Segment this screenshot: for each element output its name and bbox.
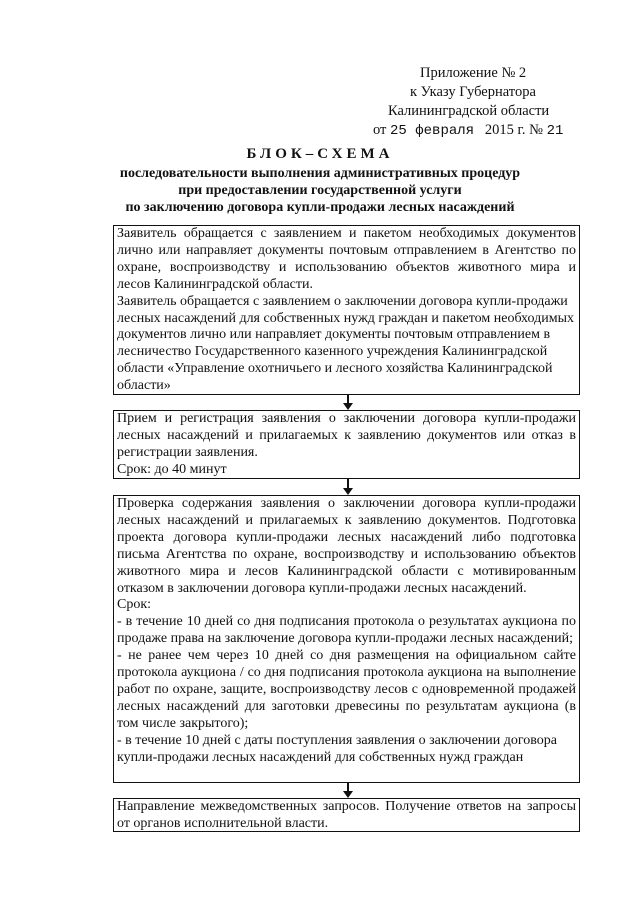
step-deadline-item: - в течение 10 дней со дня подписания протокола о результатах аукциона по продаже права на заключение договора купли-продажи лесных насаждений; [117,614,576,647]
flow-step-application [113,225,580,395]
step-text: Направление межведомственных запросов. Получение ответов на запросы от органов исполнительной власти. [117,799,576,831]
step-deadline-item: - в течение 10 дней с даты поступления заявления о заключении договора купли-продажи лесных насаждений для собственных нужд граждан [117,732,558,765]
step-deadline: Срок: до 40 минут [117,461,227,477]
document-subtitle-line-3: по заключению договора купли-продажи лесных насаждений [125,200,515,215]
step-text: Прием и регистрация заявления о заключении договора купли-продажи лесных насаждений и прилагаемых к заявлению документов или отказ в регистрации заявления. [117,411,576,460]
date-prefix: от [373,122,387,138]
appendix-number: Приложение № 2 [420,65,527,81]
decree-number: 21 [546,123,564,139]
flow-arrow-down [343,783,353,798]
appendix-decree-reference: к Указу Губернатора [410,84,536,100]
step-deadline-item: - не ранее чем через 10 дней со дня размещения на официальном сайте протокола аукциона / со дня подписания протокола аукциона на выполнение работ по охране, защите, воспроизводству лесов с одновременной продажей лесных насаждений для заготовки древесины по результатам аукциона (в том числе закрытого); [117,648,576,731]
step-text: Заявитель обращается с заявлением о заключении договора купли-продажи лесных насаждений для собственных нужд граждан и пакетом необходимых документов лично или направляет документы почтовым отправлением в лесничество Государственного казенного учреждения Калининградской области «Управление охотничьего и лесного хозяйства Калининградской области» [117,293,574,394]
flow-step-interagency-requests [113,798,580,832]
flow-step-registration [113,410,580,479]
flow-step-review [113,495,580,783]
document-heading: БЛОК–СХЕМА [246,146,394,162]
document-subtitle-line-2: при предоставлении государственной услуги [178,183,462,198]
appendix-header [360,64,600,141]
step-deadline-label: Срок: [117,597,152,613]
date-day-month: 25 февраля [390,123,475,139]
appendix-region: Калининградской области [388,103,550,119]
flow-arrow-down [343,395,353,410]
document-subtitle-line-1: последовательности выполнения административных процедур [119,166,521,181]
step-text: Заявитель обращается с заявлением и пакетом необходимых документов лично или направляет документы почтовым отправлением в Агентство по охране, воспроизводству и использованию объектов животного мира и лесов Калининградской области. [117,226,576,292]
flow-arrow-down [343,479,353,495]
step-text: Проверка содержания заявления о заключении договора купли-продажи лесных насаждений и прилагаемых к заявлению документов. Подготовка проекта договора купли-продажи лесных насаждений либо подготовка письма Агентства по охране, воспроизводству и использованию объектов животного мира и лесов Калининградской области с мотивированным отказом в заключении договора купли-продажи лесных насаждений. [117,496,576,596]
date-year: 2015 г. № [484,122,543,138]
appendix-date-line [360,121,600,141]
